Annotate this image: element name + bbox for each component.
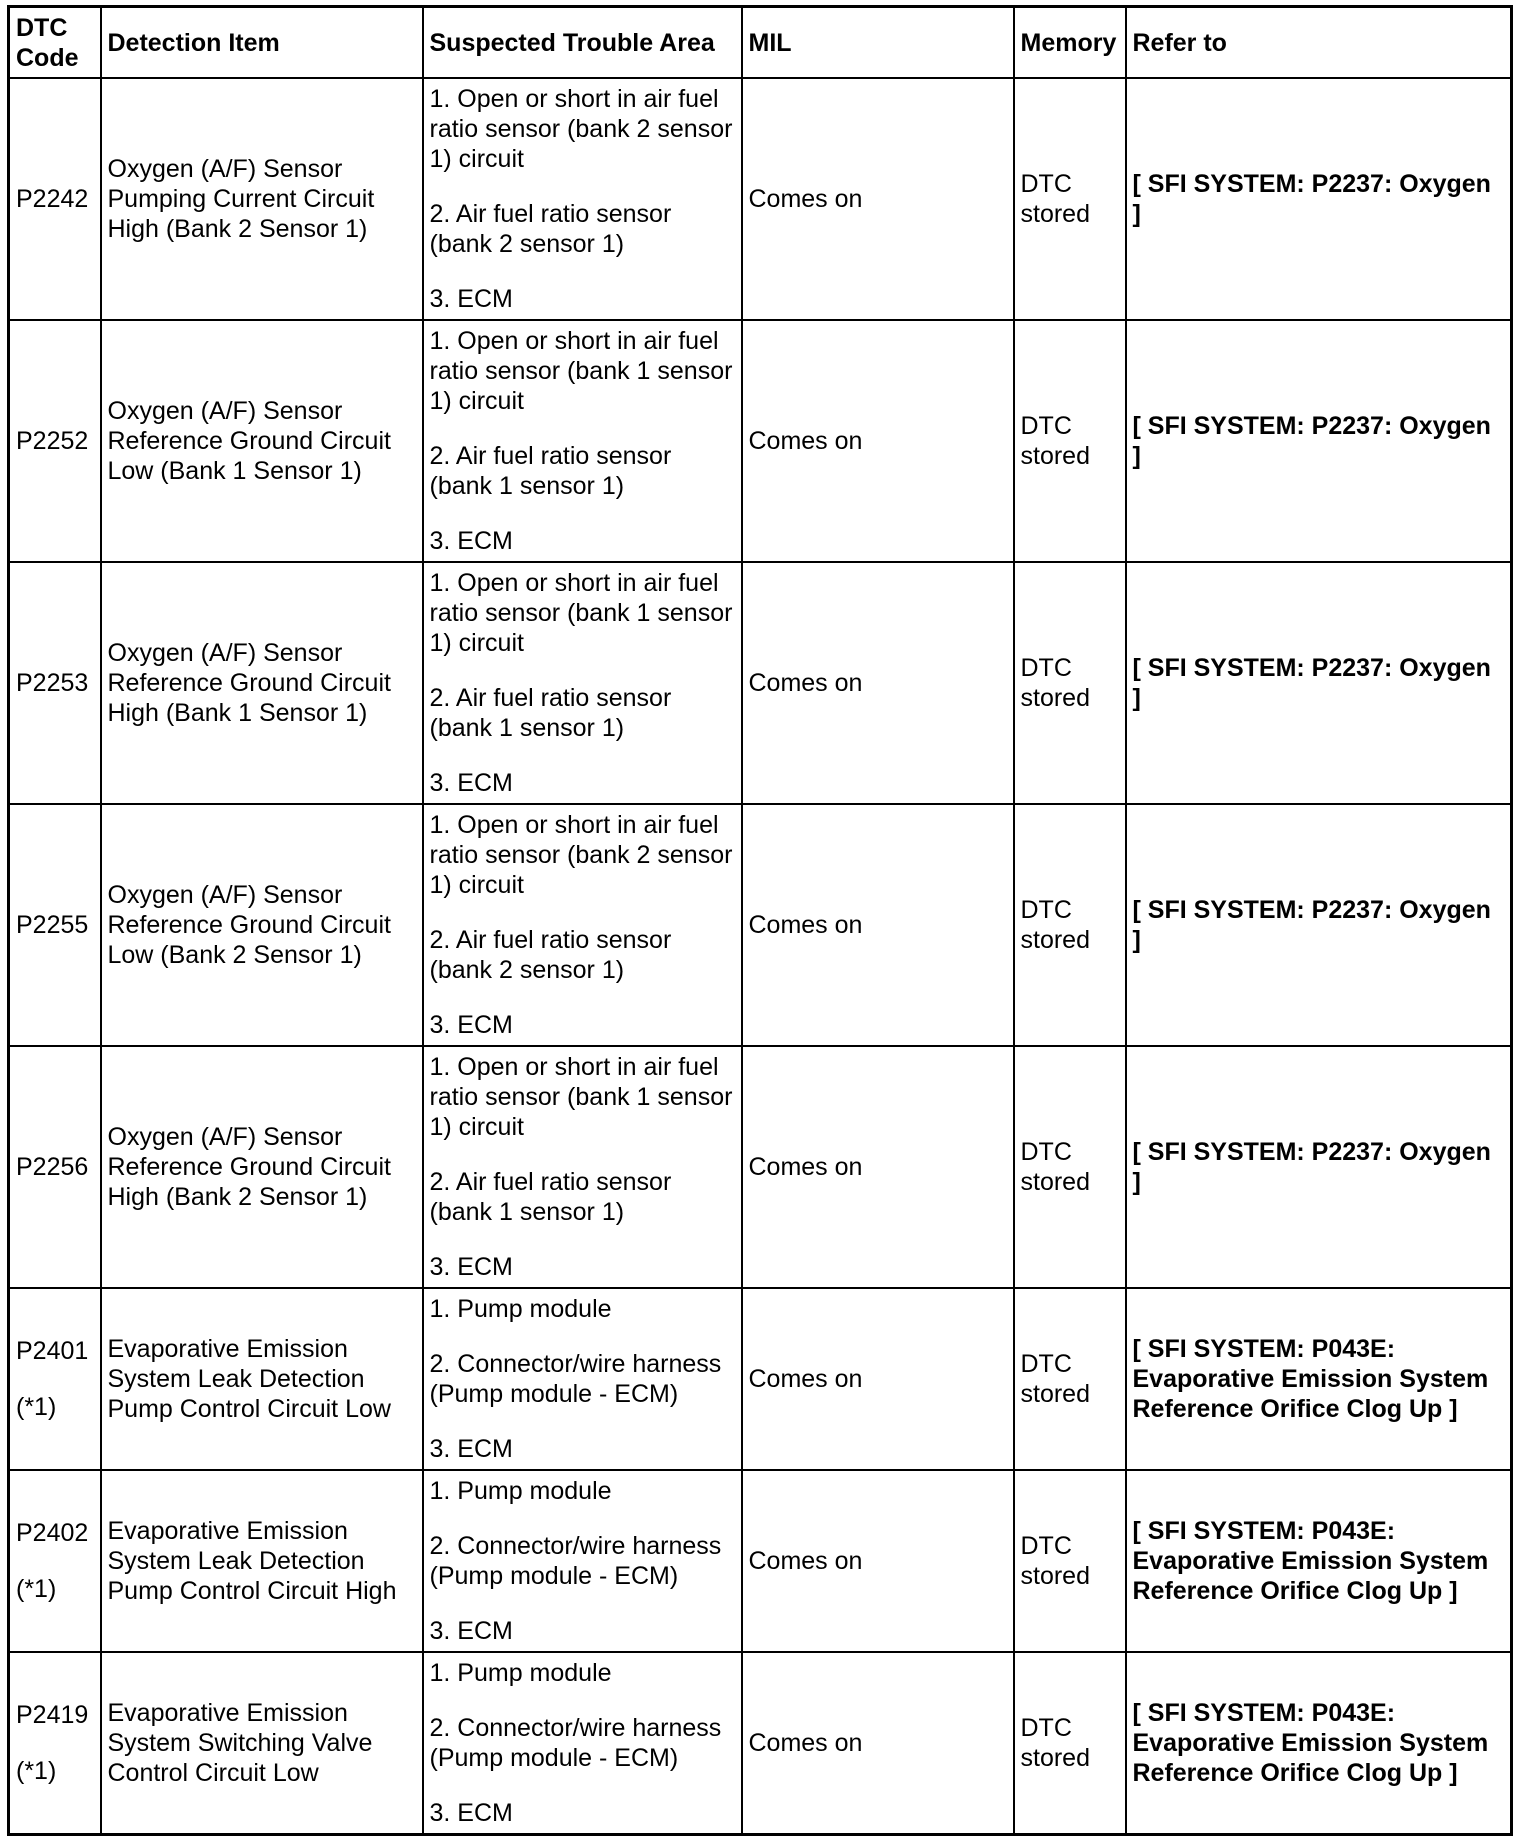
dtc-code: P2401 [16, 1337, 89, 1365]
detection-item: Evaporative Emission System Leak Detection Pump Control Circuit High [101, 1470, 423, 1652]
suspected-trouble-area [423, 1046, 742, 1288]
table-row [9, 1652, 1512, 1835]
suspected-trouble-area [423, 1652, 742, 1835]
header-row [9, 7, 1512, 79]
dtc-code-cell [9, 1470, 101, 1652]
trouble-item: 1. Pump module [429, 1295, 612, 1323]
trouble-item: 1. Open or short in air fuel ratio sensor (bank 1 sensor 1) circuit [429, 569, 733, 657]
trouble-item: 3. ECM [429, 1253, 513, 1281]
suspected-trouble-area [423, 78, 742, 320]
trouble-item: 1. Open or short in air fuel ratio sensor (bank 2 sensor 1) circuit [429, 811, 733, 899]
table-row [9, 1046, 1512, 1288]
dtc-table [7, 5, 1513, 1836]
trouble-item: 1. Open or short in air fuel ratio sensor (bank 1 sensor 1) circuit [429, 1053, 733, 1141]
trouble-item: 2. Air fuel ratio sensor (bank 2 sensor 1) [429, 200, 672, 258]
dtc-code-cell [9, 320, 101, 562]
detection-item: Oxygen (A/F) Sensor Pumping Current Circuit High (Bank 2 Sensor 1) [101, 78, 423, 320]
memory-status: DTC stored [1014, 1288, 1126, 1470]
table-row [9, 78, 1512, 320]
dtc-code: P2252 [16, 427, 89, 455]
mil-status: Comes on [742, 1046, 1014, 1288]
table-row [9, 804, 1512, 1046]
detection-item: Oxygen (A/F) Sensor Reference Ground Circuit High (Bank 1 Sensor 1) [101, 562, 423, 804]
suspected-trouble-area [423, 804, 742, 1046]
dtc-code: P2255 [16, 911, 89, 939]
memory-status: DTC stored [1014, 320, 1126, 562]
table-row [9, 320, 1512, 562]
mil-status: Comes on [742, 78, 1014, 320]
dtc-code-cell [9, 78, 101, 320]
trouble-item: 1. Pump module [429, 1659, 612, 1687]
refer-to: [ SFI SYSTEM: P2237: Oxygen ] [1126, 804, 1512, 1046]
trouble-item: 2. Air fuel ratio sensor (bank 2 sensor 1) [429, 926, 672, 984]
trouble-item: 1. Pump module [429, 1477, 612, 1505]
trouble-item: 2. Connector/wire harness (Pump module - ECM) [429, 1532, 722, 1590]
dtc-note: (*1) [16, 1393, 57, 1421]
detection-item: Oxygen (A/F) Sensor Reference Ground Circuit Low (Bank 2 Sensor 1) [101, 804, 423, 1046]
trouble-item: 2. Air fuel ratio sensor (bank 1 sensor 1) [429, 1168, 672, 1226]
dtc-note: (*1) [16, 1575, 57, 1603]
trouble-item: 2. Connector/wire harness (Pump module - ECM) [429, 1714, 722, 1772]
detection-item: Oxygen (A/F) Sensor Reference Ground Circuit High (Bank 2 Sensor 1) [101, 1046, 423, 1288]
header-mil: MIL [742, 7, 1014, 79]
mil-status: Comes on [742, 320, 1014, 562]
trouble-item: 2. Air fuel ratio sensor (bank 1 sensor 1) [429, 442, 672, 500]
trouble-item: 3. ECM [429, 1011, 513, 1039]
mil-status: Comes on [742, 562, 1014, 804]
suspected-trouble-area [423, 1470, 742, 1652]
mil-status: Comes on [742, 1288, 1014, 1470]
trouble-item: 1. Open or short in air fuel ratio sensor (bank 1 sensor 1) circuit [429, 327, 733, 415]
table-row [9, 1288, 1512, 1470]
header-detection-item: Detection Item [101, 7, 423, 79]
mil-status: Comes on [742, 1652, 1014, 1835]
refer-to: [ SFI SYSTEM: P043E: Evaporative Emission System Reference Orifice Clog Up ] [1126, 1652, 1512, 1835]
dtc-code-cell [9, 562, 101, 804]
dtc-code: P2419 [16, 1701, 89, 1729]
mil-status: Comes on [742, 1470, 1014, 1652]
trouble-item: 3. ECM [429, 285, 513, 313]
trouble-item: 3. ECM [429, 527, 513, 555]
refer-to: [ SFI SYSTEM: P2237: Oxygen ] [1126, 1046, 1512, 1288]
refer-to: [ SFI SYSTEM: P2237: Oxygen ] [1126, 78, 1512, 320]
memory-status: DTC stored [1014, 804, 1126, 1046]
dtc-code: P2253 [16, 669, 89, 697]
detection-item: Evaporative Emission System Leak Detection Pump Control Circuit Low [101, 1288, 423, 1470]
header-memory: Memory [1014, 7, 1126, 79]
suspected-trouble-area [423, 1288, 742, 1470]
header-suspected-trouble-area: Suspected Trouble Area [423, 7, 742, 79]
trouble-item: 2. Air fuel ratio sensor (bank 1 sensor 1) [429, 684, 672, 742]
memory-status: DTC stored [1014, 1046, 1126, 1288]
dtc-code-cell [9, 1046, 101, 1288]
trouble-item: 1. Open or short in air fuel ratio sensor (bank 2 sensor 1) circuit [429, 85, 733, 173]
detection-item: Evaporative Emission System Switching Valve Control Circuit Low [101, 1652, 423, 1835]
dtc-note: (*1) [16, 1757, 57, 1785]
refer-to: [ SFI SYSTEM: P2237: Oxygen ] [1126, 562, 1512, 804]
memory-status: DTC stored [1014, 562, 1126, 804]
table-row [9, 562, 1512, 804]
header-refer-to: Refer to [1126, 7, 1512, 79]
trouble-item: 3. ECM [429, 769, 513, 797]
dtc-code-cell [9, 804, 101, 1046]
memory-status: DTC stored [1014, 1652, 1126, 1835]
suspected-trouble-area [423, 562, 742, 804]
trouble-item: 3. ECM [429, 1435, 513, 1463]
table-row [9, 1470, 1512, 1652]
refer-to: [ SFI SYSTEM: P043E: Evaporative Emission System Reference Orifice Clog Up ] [1126, 1288, 1512, 1470]
memory-status: DTC stored [1014, 78, 1126, 320]
memory-status: DTC stored [1014, 1470, 1126, 1652]
trouble-item: 3. ECM [429, 1799, 513, 1827]
dtc-code: P2402 [16, 1519, 89, 1547]
refer-to: [ SFI SYSTEM: P2237: Oxygen ] [1126, 320, 1512, 562]
header-dtc-code: DTC Code [9, 7, 101, 79]
dtc-code: P2242 [16, 185, 89, 213]
mil-status: Comes on [742, 804, 1014, 1046]
detection-item: Oxygen (A/F) Sensor Reference Ground Circuit Low (Bank 1 Sensor 1) [101, 320, 423, 562]
trouble-item: 2. Connector/wire harness (Pump module - ECM) [429, 1350, 722, 1408]
dtc-code-cell [9, 1652, 101, 1835]
dtc-code-cell [9, 1288, 101, 1470]
trouble-item: 3. ECM [429, 1617, 513, 1645]
refer-to: [ SFI SYSTEM: P043E: Evaporative Emission System Reference Orifice Clog Up ] [1126, 1470, 1512, 1652]
suspected-trouble-area [423, 320, 742, 562]
dtc-code: P2256 [16, 1153, 89, 1181]
